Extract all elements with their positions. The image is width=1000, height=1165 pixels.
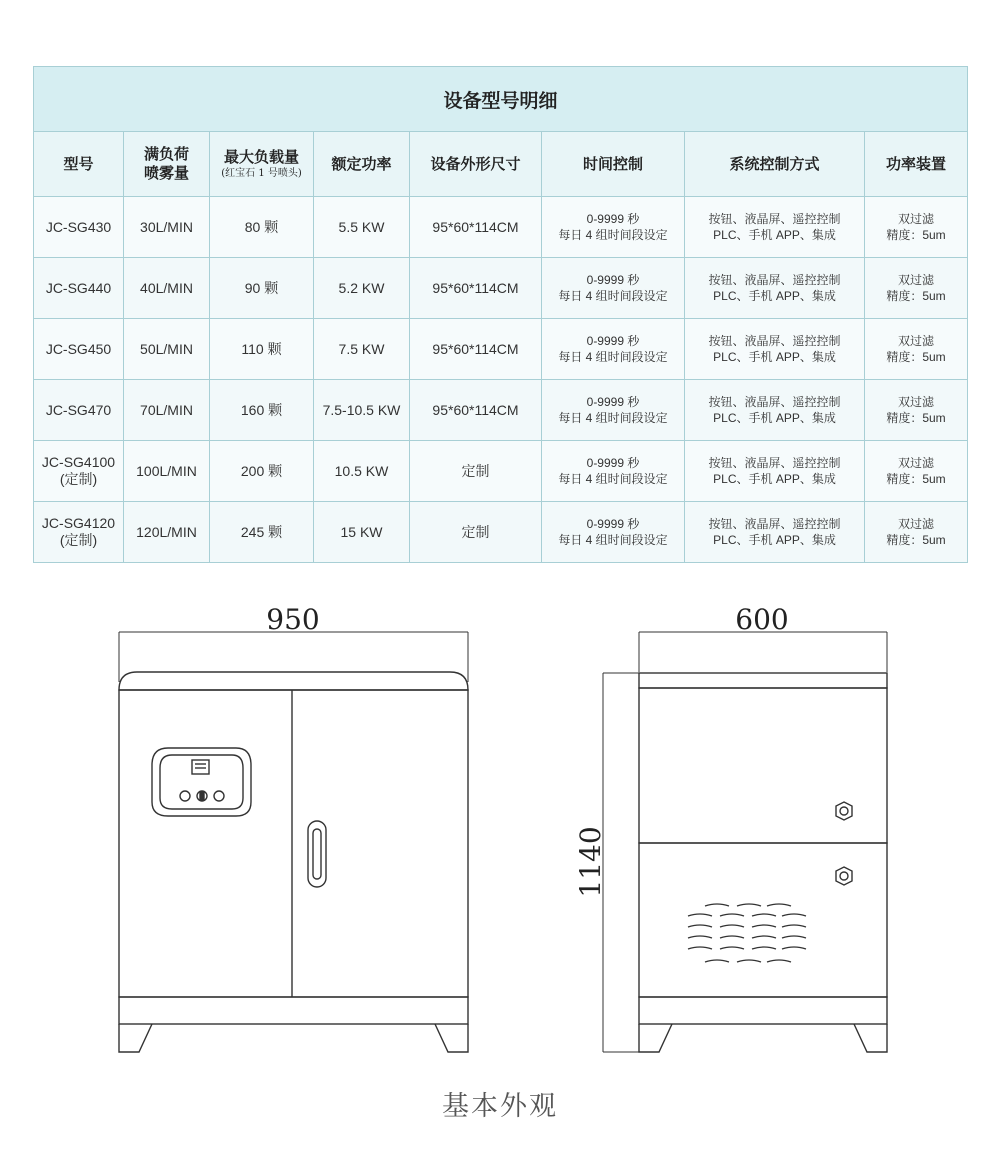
side-view xyxy=(603,632,887,1052)
filter-cell-line: 双过滤 xyxy=(898,395,935,409)
control-cell-line: 按钮、液晶屏、遥控控制 xyxy=(708,395,841,409)
power-cell: 7.5-10.5 KW xyxy=(314,380,410,441)
column-header xyxy=(542,132,685,197)
caption: 基本外观 xyxy=(442,1091,558,1121)
power-cell: 10.5 KW xyxy=(314,441,410,502)
load-cell: 90 颗 xyxy=(210,258,314,319)
column-header xyxy=(314,132,410,197)
time-cell-line: 每日 4 组时间段设定 xyxy=(558,472,668,486)
model-cell xyxy=(34,380,124,441)
size-cell: 定制 xyxy=(410,502,542,563)
control-panel-icon xyxy=(152,748,251,816)
size-cell: 95*60*114CM xyxy=(410,258,542,319)
table-row xyxy=(34,258,968,319)
hex-nut-icon xyxy=(836,802,852,820)
filter-cell-line: 双过滤 xyxy=(898,212,935,226)
model-cell xyxy=(34,197,124,258)
column-header-text: 喷雾量 xyxy=(143,164,189,182)
column-header xyxy=(410,132,542,197)
control-cell xyxy=(685,197,865,258)
time-cell-line: 0-9999 秒 xyxy=(586,456,640,470)
time-cell-line: 每日 4 组时间段设定 xyxy=(558,533,668,547)
time-cell xyxy=(542,197,685,258)
filter-cell xyxy=(865,258,968,319)
filter-cell-line: 精度：5um xyxy=(886,228,946,242)
table-row xyxy=(34,380,968,441)
time-cell xyxy=(542,319,685,380)
control-cell-line: PLC、手机 APP、集成 xyxy=(713,228,836,242)
spray-cell: 70L/MIN xyxy=(124,380,210,441)
load-cell: 245 颗 xyxy=(210,502,314,563)
load-cell: 80 颗 xyxy=(210,197,314,258)
control-cell-line: PLC、手机 APP、集成 xyxy=(713,533,836,547)
time-cell xyxy=(542,380,685,441)
column-header-text: 系统控制方式 xyxy=(729,154,820,173)
time-cell-line: 每日 4 组时间段设定 xyxy=(558,411,668,425)
front-width-label: 950 xyxy=(266,603,320,636)
side-depth-label: 600 xyxy=(735,603,789,636)
column-header xyxy=(210,132,314,197)
vent-grille-icon xyxy=(688,904,806,962)
model-cell-line: JC-SG440 xyxy=(45,279,112,296)
spray-cell: 100L/MIN xyxy=(124,441,210,502)
model-cell-line: JC-SG430 xyxy=(45,218,112,235)
spray-cell: 30L/MIN xyxy=(124,197,210,258)
table-row xyxy=(34,441,968,502)
control-cell xyxy=(685,441,865,502)
door-handle-icon xyxy=(308,821,326,887)
control-cell-line: PLC、手机 APP、集成 xyxy=(713,350,836,364)
column-header-text: 最大负载量 xyxy=(223,148,299,166)
spec-table xyxy=(33,66,968,563)
load-cell: 160 颗 xyxy=(210,380,314,441)
power-cell: 7.5 KW xyxy=(314,319,410,380)
model-cell-line: (定制) xyxy=(59,532,98,548)
power-cell: 5.2 KW xyxy=(314,258,410,319)
time-cell-line: 每日 4 组时间段设定 xyxy=(558,228,668,242)
control-cell xyxy=(685,502,865,563)
size-cell: 定制 xyxy=(410,441,542,502)
height-label: 1140 xyxy=(574,826,607,898)
load-cell: 200 颗 xyxy=(210,441,314,502)
time-cell-line: 0-9999 秒 xyxy=(586,517,640,531)
filter-cell-line: 精度：5um xyxy=(886,350,946,364)
load-cell: 110 颗 xyxy=(210,319,314,380)
control-cell-line: 按钮、液晶屏、遥控控制 xyxy=(708,212,841,226)
filter-cell-line: 精度：5um xyxy=(886,472,946,486)
column-header xyxy=(34,132,124,197)
table-row xyxy=(34,197,968,258)
filter-cell xyxy=(865,380,968,441)
model-cell-line: (定制) xyxy=(59,471,98,487)
filter-cell-line: 双过滤 xyxy=(898,273,935,287)
filter-cell-line: 双过滤 xyxy=(898,517,935,531)
filter-cell xyxy=(865,441,968,502)
control-cell-line: 按钮、液晶屏、遥控控制 xyxy=(708,273,841,287)
table-row xyxy=(34,319,968,380)
size-cell: 95*60*114CM xyxy=(410,380,542,441)
spray-cell: 50L/MIN xyxy=(124,319,210,380)
table-title: 设备型号明细 xyxy=(34,67,968,132)
hex-nut-icon xyxy=(836,867,852,885)
filter-cell-line: 精度：5um xyxy=(886,289,946,303)
time-cell-line: 0-9999 秒 xyxy=(586,212,640,226)
column-header xyxy=(865,132,968,197)
time-cell-line: 每日 4 组时间段设定 xyxy=(558,350,668,364)
control-cell-line: PLC、手机 APP、集成 xyxy=(713,289,836,303)
time-cell-line: 0-9999 秒 xyxy=(586,395,640,409)
control-cell xyxy=(685,380,865,441)
filter-cell xyxy=(865,319,968,380)
time-cell xyxy=(542,441,685,502)
column-header-text: 额定功率 xyxy=(331,154,392,173)
filter-cell-line: 双过滤 xyxy=(898,334,935,348)
power-cell: 15 KW xyxy=(314,502,410,563)
filter-cell-line: 双过滤 xyxy=(898,456,935,470)
column-header-text: 设备外形尺寸 xyxy=(430,154,521,173)
table-row xyxy=(34,502,968,563)
control-cell-line: 按钮、液晶屏、遥控控制 xyxy=(708,456,841,470)
time-cell-line: 0-9999 秒 xyxy=(586,273,640,287)
time-cell xyxy=(542,502,685,563)
control-cell-line: 按钮、液晶屏、遥控控制 xyxy=(708,334,841,348)
control-cell-line: PLC、手机 APP、集成 xyxy=(713,411,836,425)
table-body xyxy=(34,197,968,563)
front-view xyxy=(119,632,468,1052)
filter-cell xyxy=(865,197,968,258)
spray-cell: 120L/MIN xyxy=(124,502,210,563)
power-cell: 5.5 KW xyxy=(314,197,410,258)
filter-cell xyxy=(865,502,968,563)
control-cell-line: 按钮、液晶屏、遥控控制 xyxy=(708,517,841,531)
control-cell xyxy=(685,319,865,380)
column-header xyxy=(124,132,210,197)
column-header xyxy=(685,132,865,197)
table-header-row xyxy=(34,132,968,197)
model-cell-line: JC-SG450 xyxy=(45,340,112,357)
model-cell xyxy=(34,258,124,319)
column-header-text: 满负荷 xyxy=(143,145,189,163)
size-cell: 95*60*114CM xyxy=(410,197,542,258)
control-cell xyxy=(685,258,865,319)
model-cell xyxy=(34,319,124,380)
column-header-text: 时间控制 xyxy=(582,154,643,173)
column-header-note: (红宝石 1 号喷头) xyxy=(221,168,302,179)
model-cell xyxy=(34,502,124,563)
size-cell: 95*60*114CM xyxy=(410,319,542,380)
model-cell xyxy=(34,441,124,502)
equipment-drawings xyxy=(0,590,1000,1070)
filter-cell-line: 精度：5um xyxy=(886,533,946,547)
model-cell-line: JC-SG4100 xyxy=(41,454,116,470)
column-header-text: 型号 xyxy=(63,154,94,173)
time-cell-line: 每日 4 组时间段设定 xyxy=(558,289,668,303)
time-cell-line: 0-9999 秒 xyxy=(586,334,640,348)
model-cell-line: JC-SG4120 xyxy=(41,515,116,531)
time-cell xyxy=(542,258,685,319)
model-cell-line: JC-SG470 xyxy=(45,401,112,418)
spray-cell: 40L/MIN xyxy=(124,258,210,319)
control-cell-line: PLC、手机 APP、集成 xyxy=(713,472,836,486)
filter-cell-line: 精度：5um xyxy=(886,411,946,425)
column-header-text: 功率装置 xyxy=(886,154,947,173)
